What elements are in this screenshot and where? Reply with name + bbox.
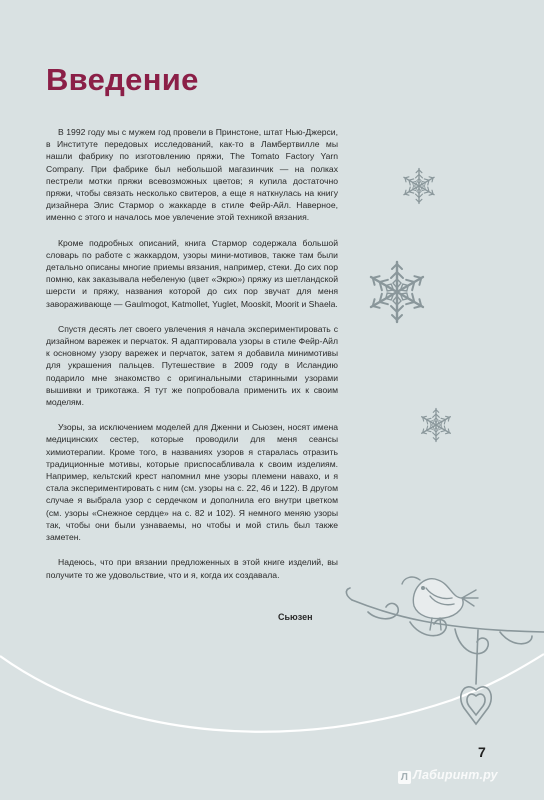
- heart-ornament-icon: [461, 687, 491, 724]
- watermark: [398, 768, 498, 784]
- paragraph-4: Узоры, за исключением моделей для Дженни и Сьюзен, носят имена медицинских сестер, которые проводили для меня сеансы химиотерапии. Кроме того, в названиях узоров я старалась отразить традиционные мотивы, которые приспосабливала к своим изделиям. Например, кельтский крест напомнил мне узоры племени навахо, и я стала экспериментировать с ним (см. узоры на с. 22, 46 и 122). В другом случае я выбрала узор с сердечком и дополнила его внутри цветком (см. узоры «Снежное сердце» на с. 82 и 102). Я немного меняю узоры так, чтобы они были узнаваемы, но чтобы и мой стиль был также заметен.: [46, 422, 338, 543]
- bird-icon: [402, 577, 478, 630]
- watermark-text: Лабиринт.ру: [413, 768, 498, 782]
- page-title: Введение: [46, 62, 199, 97]
- paragraph-3: Спустя десять лет своего увлечения я начала экспериментировать с дизайном варежек и перчаток. Я адаптировала узоры в стиле Фейр-Айл к основному узору варежек и перчаток, затем я добавила минимотивы для украшения пальцев. Путешествие в 2009 году в Исландию подарило мне знакомство с оригинальными старинными узорами вышивки и трикотажа. Я тут же попробовала применить их к своим моделям.: [46, 323, 338, 408]
- snowflake-icon: [368, 262, 426, 322]
- paragraph-1: В 1992 году мы с мужем год провели в Принстоне, штат Нью-Джерси, в Институте передовых исследований, как-то в Ламбертвилле мы нашли фабрику по изготовлению пряжи, The Tomato Factory Yarn Company. При фабрике был небольшой магазинчик — на полках пестрели мотки пряжи всевозможных цветов; я купила достаточно пряжи, чтобы связать несколько свитеров, а еще я наткнулась на книгу дизайнера Элис Стармор о жаккарде в стиле Фейр-Айл. Наверное, именно с этого и началось мое увлечение этой техникой вязания.: [46, 127, 338, 223]
- decorative-curve: [0, 654, 544, 732]
- snowflake-icon: [402, 169, 436, 204]
- paragraph-2: Кроме подробных описаний, книга Стармор содержала большой словарь по работе с жаккардом, узоры мини-мотивов, также там были детально описаны многие приемы вязания, например, стеки. До сих пор помню, как заказывала небеленую (цвет «Экрю») пряжу из шетландской шерсти и пряжу, названия которой до сих пор звучат для меня завораживающе — Gaulmogot, Katmollet, Yuglet, Mooskit, Moorit и Shaela.: [46, 237, 338, 309]
- author-signature: Сьюзен: [278, 612, 313, 622]
- labirint-logo-icon: Л: [398, 771, 411, 784]
- page-number: 7: [478, 744, 486, 760]
- paragraph-5: Надеюсь, что при вязании предложенных в этой книге изделий, вы получите то же удовольствие, что и я, когда их создавала.: [46, 557, 338, 580]
- snowflake-icon: [420, 409, 452, 442]
